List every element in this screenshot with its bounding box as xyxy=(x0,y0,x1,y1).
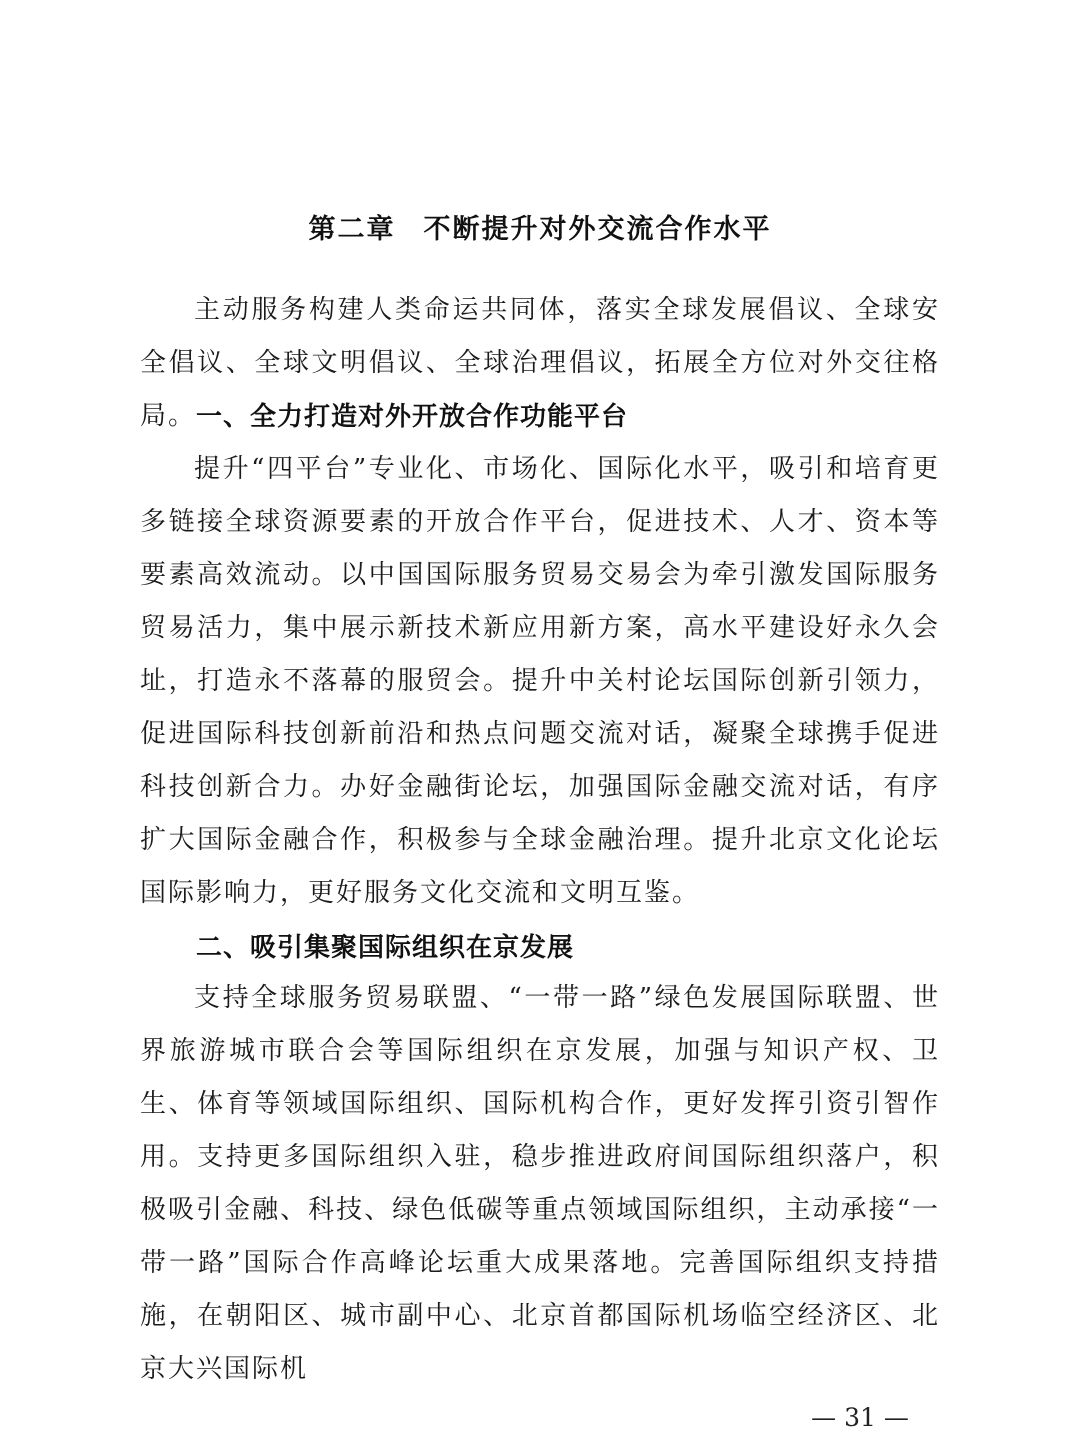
section-1-block xyxy=(140,443,940,920)
chapter-number: 第二章 xyxy=(308,214,396,245)
intro-paragraph: 主动服务构建人类命运共同体，落实全球发展倡议、全球安全倡议、全球文明倡议、全球治理倡议，拓展全方位对外交往格局。 xyxy=(140,295,940,431)
chapter-title xyxy=(0,210,1080,250)
section-heading-1: 一、全力打造对外开放合作功能平台 xyxy=(196,402,629,432)
chapter-name: 不断提升对外交流合作水平 xyxy=(423,214,772,245)
section-2-block xyxy=(140,972,940,1396)
section-1-paragraph: 提升“四平台”专业化、市场化、国际化水平，吸引和培育更多链接全球资源要素的开放合作平台，促进技术、人才、资本等要素高效流动。以中国国际服务贸易交易会为牵引激发国际服务贸易活力，集中展示新技术新应用新方案，高水平建设好永久会址，打造永不落幕的服贸会。提升中关村论坛国际创新引领力，促进国际科技创新前沿和热点问题交流对话，凝聚全球携手促进科技创新合力。办好金融街论坛，加强国际金融交流对话，有序扩大国际金融合作，积极参与全球金融治理。提升北京文化论坛国际影响力，更好服务文化交流和文明互鉴。 xyxy=(140,454,940,908)
section-heading-2: 二、吸引集聚国际组织在京发展 xyxy=(196,933,575,963)
section-2-paragraph: 支持全球服务贸易联盟、“一带一路”绿色发展国际联盟、世界旅游城市联合会等国际组织在京发展，加强与知识产权、卫生、体育等领域国际组织、国际机构合作，更好发挥引资引智作用。支持更多国际组织入驻，稳步推进政府间国际组织落户，积极吸引金融、科技、绿色低碳等重点领域国际组织，主动承接“一带一路”国际合作高峰论坛重大成果落地。完善国际组织支持措施，在朝阳区、城市副中心、北京首都国际机场临空经济区、北京大兴国际机 xyxy=(140,983,940,1384)
page-number: — 31 — xyxy=(811,1403,909,1432)
